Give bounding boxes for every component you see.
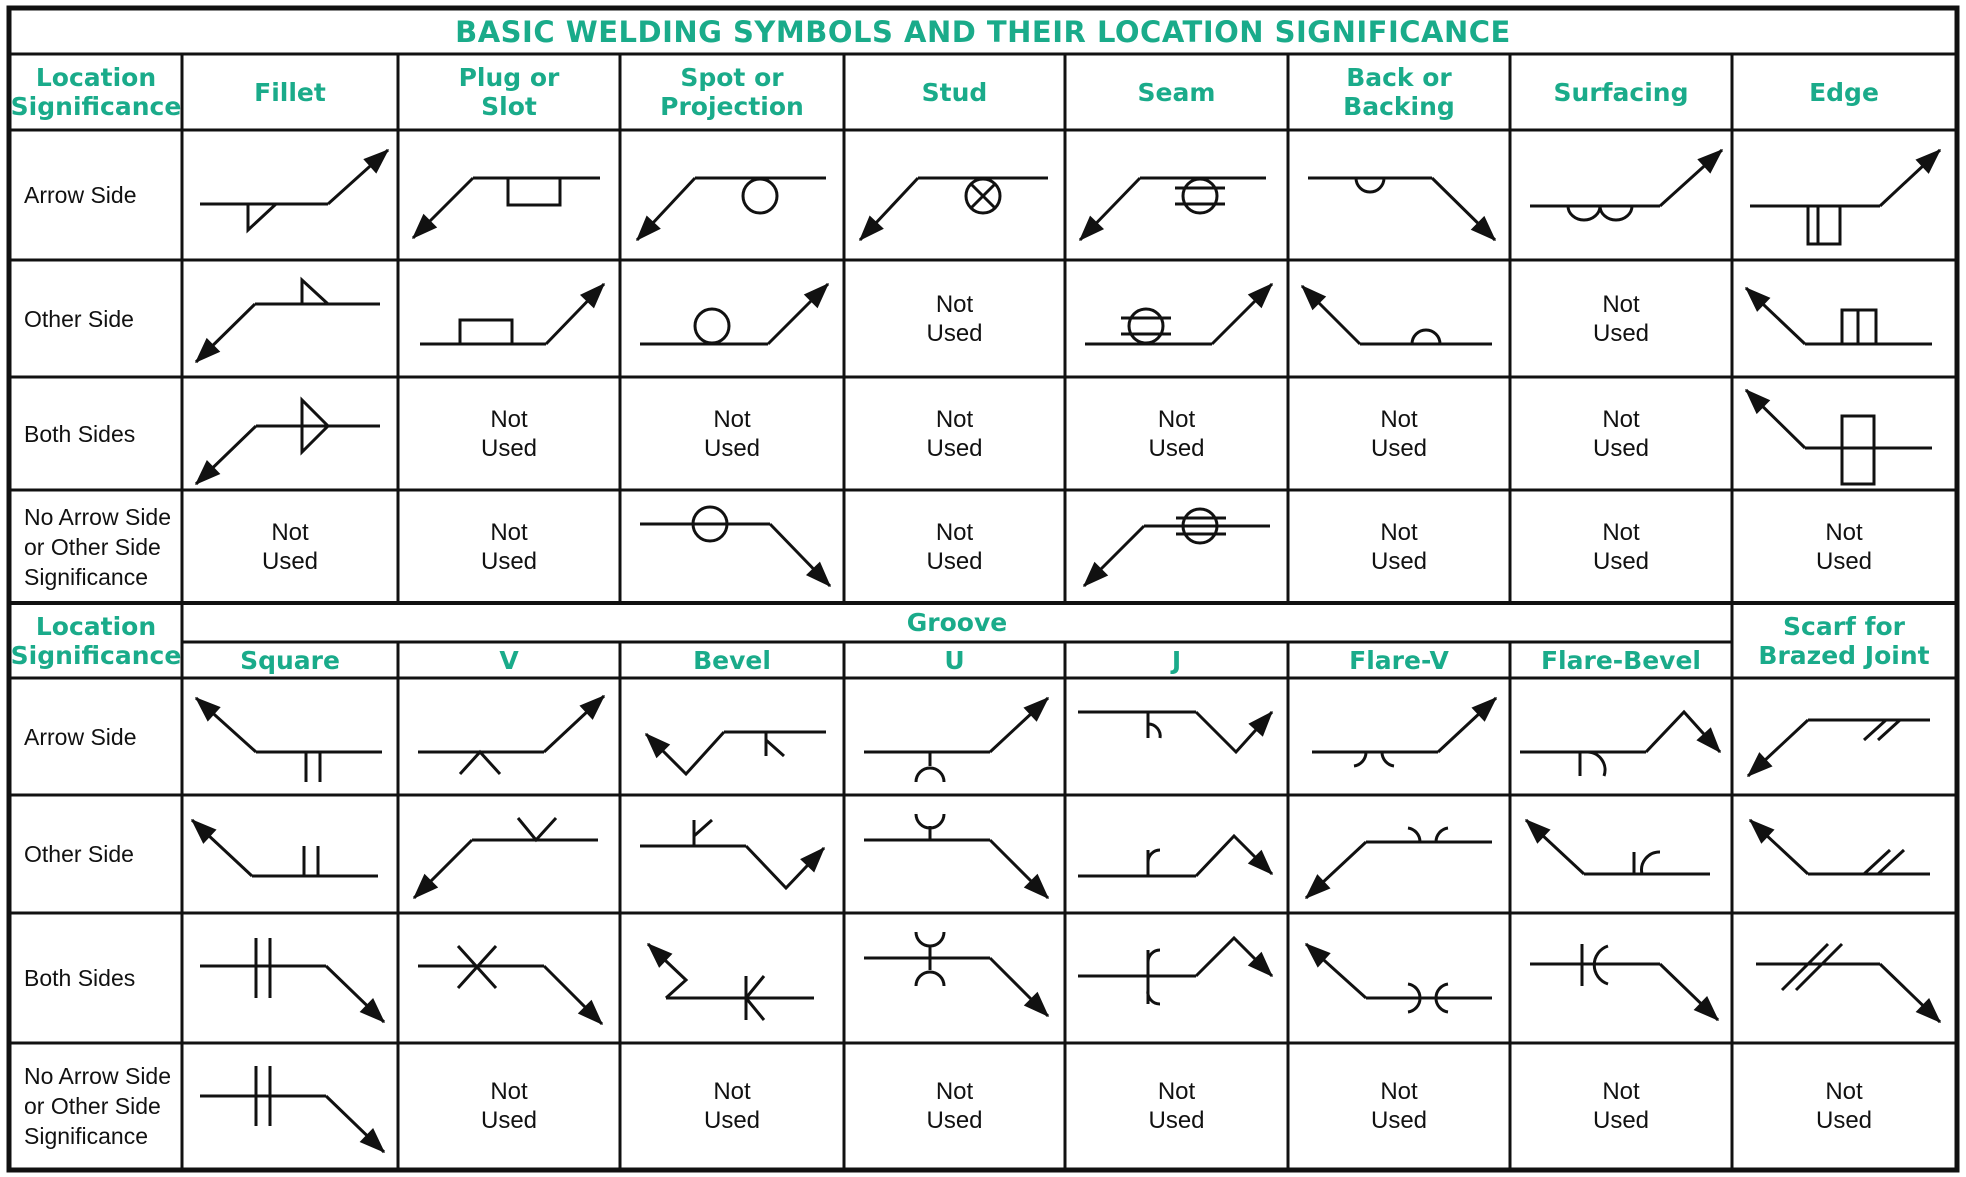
groove-column-header-4: J [1171, 645, 1182, 675]
square-no-side-symbol [200, 1066, 384, 1152]
seam-no-side-symbol [1084, 509, 1270, 586]
square-both-sides-symbol [200, 938, 384, 1022]
not-used-cell: Not Used [1592, 405, 1650, 462]
edge-both-sides-symbol [1746, 390, 1932, 484]
bevel-other-side-symbol [640, 820, 824, 888]
not-used-cell: Not Used [1148, 1078, 1205, 1134]
square-other-side-symbol [192, 820, 378, 876]
row-label-top-0: Arrow Side [24, 182, 137, 208]
not-used-cell: Not Used [1592, 1078, 1650, 1134]
flare-v-arrow-side-symbol [1312, 698, 1496, 766]
row-label-bottom-0: Arrow Side [24, 723, 137, 750]
table-grid [9, 8, 1957, 1170]
scarf-arrow-side-symbol [1748, 720, 1930, 776]
u-both-sides-symbol [864, 932, 1048, 1016]
not-used-cell: Not Used [1370, 405, 1428, 462]
row-label-top-2: Both Sides [24, 420, 136, 447]
j-both-sides-symbol [1078, 938, 1272, 1004]
j-other-side-symbol [1078, 836, 1272, 876]
spot-other-side-symbol [640, 284, 828, 344]
plug-arrow-side-symbol [413, 178, 600, 238]
not-used-cell: Not Used [480, 1078, 538, 1134]
j-arrow-side-symbol [1078, 712, 1272, 752]
seam-arrow-side-symbol [1080, 178, 1266, 240]
groove-column-header-2: Bevel [693, 645, 771, 675]
not-used-cell: Not Used [1592, 518, 1650, 575]
row-label-top-1: Other Side [24, 305, 134, 332]
v-both-sides-symbol [418, 946, 602, 1024]
scarf-other-side-symbol [1750, 820, 1930, 874]
page-title: BASIC WELDING SYMBOLS AND THEIR LOCATION SIGNIFICANCE [455, 15, 1511, 49]
row-label-bottom-3: No Arrow Side or Other Side Significance [24, 1063, 172, 1149]
flare-bevel-arrow-side-symbol [1520, 712, 1720, 776]
v-arrow-side-symbol [418, 696, 604, 774]
u-arrow-side-symbol [864, 698, 1048, 782]
not-used-cell: Not Used [703, 1078, 761, 1134]
u-other-side-symbol [864, 814, 1048, 898]
not-used-cell: Not Used [926, 518, 983, 575]
column-header-6: Surfacing [1553, 77, 1689, 107]
square-arrow-side-symbol [196, 698, 382, 782]
scarf-both-sides-symbol [1756, 944, 1940, 1022]
v-other-side-symbol [414, 818, 598, 898]
plug-other-side-symbol [420, 284, 604, 344]
groove-column-header-6: Flare-Bevel [1540, 645, 1701, 675]
back-arrow-side-symbol [1308, 178, 1495, 240]
fillet-arrow-side-symbol [200, 150, 388, 230]
not-used-cell: Not Used [1148, 405, 1205, 462]
fillet-both-sides-symbol [196, 400, 380, 484]
column-header-1: Plug or Slot [458, 63, 560, 121]
bevel-both-sides-symbol [648, 944, 814, 1020]
row-label-bottom-2: Both Sides [24, 965, 136, 991]
not-used-cell: Not Used [480, 405, 538, 462]
not-used-cell: Not Used [261, 518, 319, 575]
not-used-cell: Not Used [1815, 518, 1873, 575]
stud-arrow-side-symbol [860, 178, 1048, 240]
seam-other-side-symbol [1085, 284, 1272, 344]
row-label-top-3: No Arrow Side or Other Side Significance [24, 503, 172, 590]
not-used-cell: Not Used [480, 518, 538, 575]
groove-column-header-0: Square [240, 645, 340, 675]
location-header-bottom: Location Significance [10, 611, 182, 670]
groove-column-header-1: V [499, 645, 519, 675]
column-header-2: Spot or Projection [660, 63, 804, 121]
column-header-5: Back or Backing [1343, 63, 1455, 121]
spot-arrow-side-symbol [637, 178, 826, 240]
column-header-4: Seam [1137, 77, 1216, 107]
row-label-bottom-1: Other Side [24, 841, 134, 867]
back-other-side-symbol [1302, 286, 1492, 344]
surfacing-arrow-side-symbol [1530, 150, 1722, 220]
not-used-cell: Not Used [926, 1078, 983, 1134]
not-used-cell: Not Used [703, 405, 761, 462]
not-used-cell: Not Used [926, 405, 983, 462]
flare-bevel-both-sides-symbol [1530, 944, 1718, 1020]
spot-no-side-symbol [640, 507, 830, 586]
bevel-arrow-side-symbol [646, 732, 826, 774]
column-header-0: Fillet [254, 77, 326, 107]
flare-v-other-side-symbol [1306, 828, 1492, 898]
location-header-top: Location Significance [10, 63, 182, 121]
column-header-3: Stud [921, 77, 988, 107]
not-used-cell: Not Used [1370, 518, 1428, 575]
not-used-cell: Not Used [1592, 290, 1650, 347]
not-used-cell: Not Used [926, 290, 983, 347]
not-used-cell: Not Used [1370, 1078, 1428, 1134]
edge-arrow-side-symbol [1750, 150, 1940, 244]
groove-column-header-5: Flare-V [1349, 645, 1449, 675]
column-header-7: Edge [1809, 77, 1879, 107]
not-used-cell: Not Used [1815, 1078, 1873, 1134]
scarf-column-header: Scarf for Brazed Joint [1758, 611, 1930, 670]
flare-bevel-other-side-symbol [1526, 820, 1710, 874]
groove-column-header-3: U [944, 645, 965, 675]
groove-group-header: Groove [906, 608, 1008, 637]
fillet-other-side-symbol [196, 280, 380, 362]
flare-v-both-sides-symbol [1306, 944, 1492, 1012]
edge-other-side-symbol [1746, 288, 1932, 344]
